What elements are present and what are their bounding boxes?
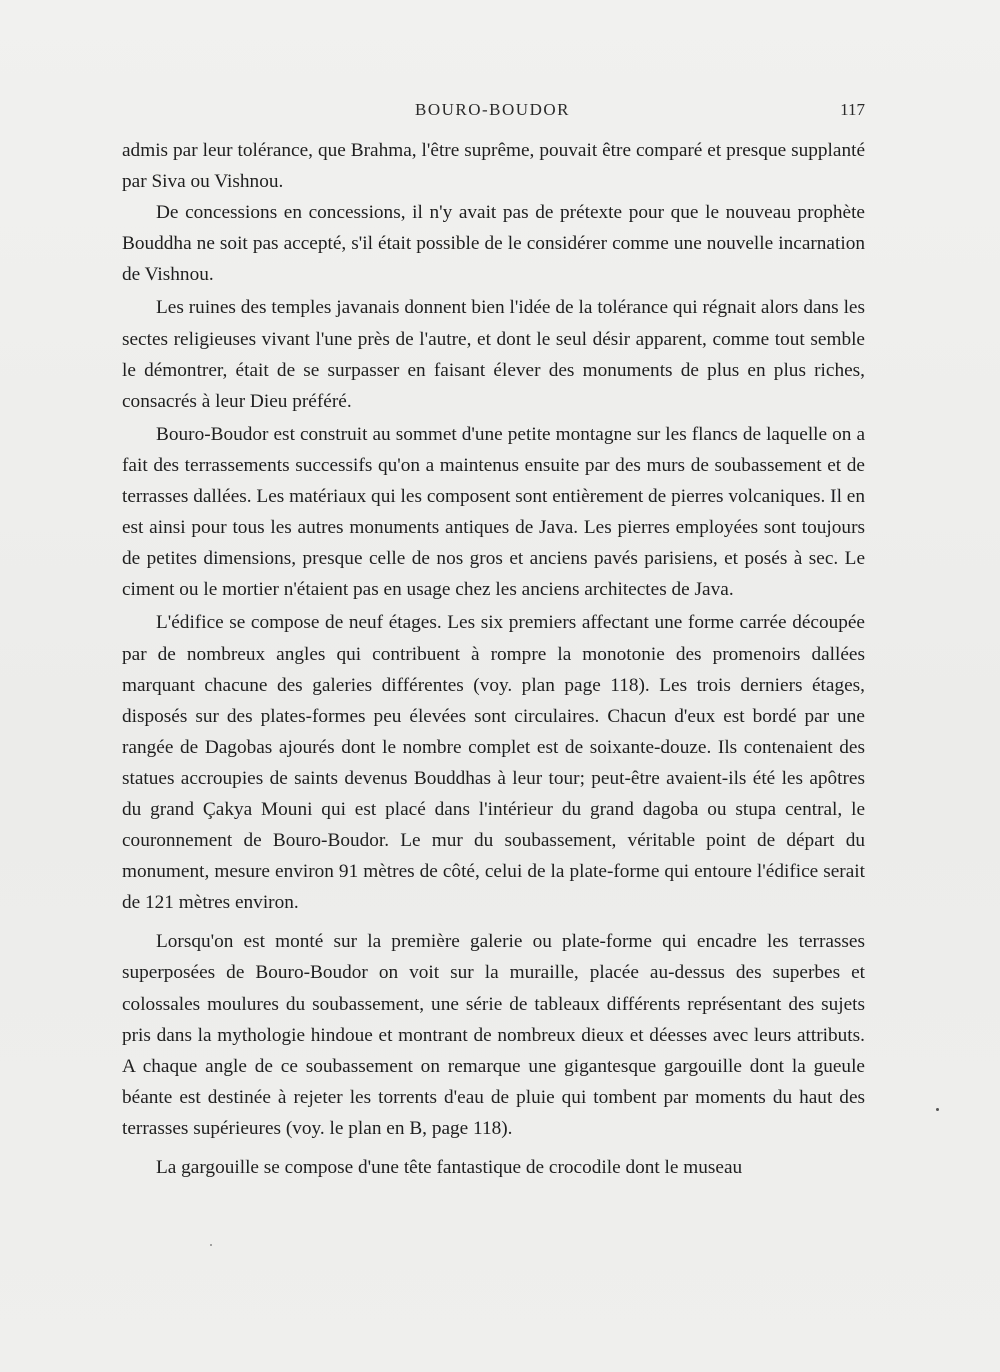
ink-speck [210,1244,212,1246]
running-title: BOURO-BOUDOR [415,100,570,119]
paragraph: La gargouille se compose d'une tête fantastique de crocodile dont le museau [156,1157,743,1178]
paragraph: Lorsqu'on est monté sur la première galerie ou plate-forme qui encadre les terrasses superposées de Bouro-Boudor on voit sur la muraille, placée au-dessus des superbes et colossales moulures du soubassement, une série de tableaux différents représentant des sujets pris dans la mythologie hindoue et montrant de nombreux dieux et déesses avec leurs attributs. A chaque angle de ce soubassement on remarque une gigantesque gargouille dont la gueule béante est destinée à rejeter les torrents d'eau de pluie qui tombent par moments du haut des terrasses supérieures (voy. le plan en B, page 118). [122,931,865,1139]
paragraph: De concessions en concessions, il n'y avait pas de prétexte pour que le nouveau prophète Bouddha ne soit pas accepté, s'il était possible de le considérer comme une nouvelle incarnation de Vishnou. [122,202,865,286]
paragraph: Bouro-Boudor est construit au sommet d'une petite montagne sur les flancs de laquelle on a fait des terrassements successifs qu'on a maintenus ensuite par des murs de soubassement et de terrasses dallées. Les matériaux qui les composent sont entièrement de pierres volcaniques. Il en est ainsi pour tous les autres monuments antiques de Java. Les pierres employées sont toujours de petites dimensions, presque celle de nos gros et anciens pavés parisiens, et posés à sec. Le ciment ou le mortier n'étaient pas en usage chez les anciens architectes de Java. [122,423,865,601]
paragraph: L'édifice se compose de neuf étages. Les six premiers affectant une forme carrée découpée par de nombreux angles qui contribuent à rompre la monotonie des promenoirs dallées marquant chacune des galeries différentes (voy. plan page 118). Les trois derniers étages, disposés sur des plates-formes peu élevées sont circulaires. Chacun d'eux est bordé par une rangée de Dagobas ajourés dont le nombre complet est de soixante-douze. Ils contenaient des statues accroupies de saints devenus Bouddhas à leur tour; peut-être avaient-ils été les apôtres du grand Çakya Mouni qui est placé dans l'intérieur du grand dagoba ou stupa central, le couronnement de Bouro-Boudor. Le mur du soubassement, véritable point de départ du monument, mesure environ 91 mètres de côté, celui de la plate-forme qui entoure l'édifice serait de 121 mètres environ. [122,612,865,914]
paragraph-continued: admis par leur tolérance, que Brahma, l'être suprême, pouvait être comparé et presque supplanté par Siva ou Vishnou. [122,140,865,193]
body-text [122,135,865,1183]
ink-speck [936,1108,939,1111]
running-header [120,100,865,128]
page-number: 117 [840,100,865,119]
paragraph: Les ruines des temples javanais donnent bien l'idée de la tolérance qui régnait alors dans les sectes religieuses vivant l'une près de l'autre, et dont le seul désir apparent, comme tout semble le démontrer, était de se surpasser en faisant élever des monuments de plus en plus riches, consacrés à leur Dieu préféré. [122,297,865,412]
